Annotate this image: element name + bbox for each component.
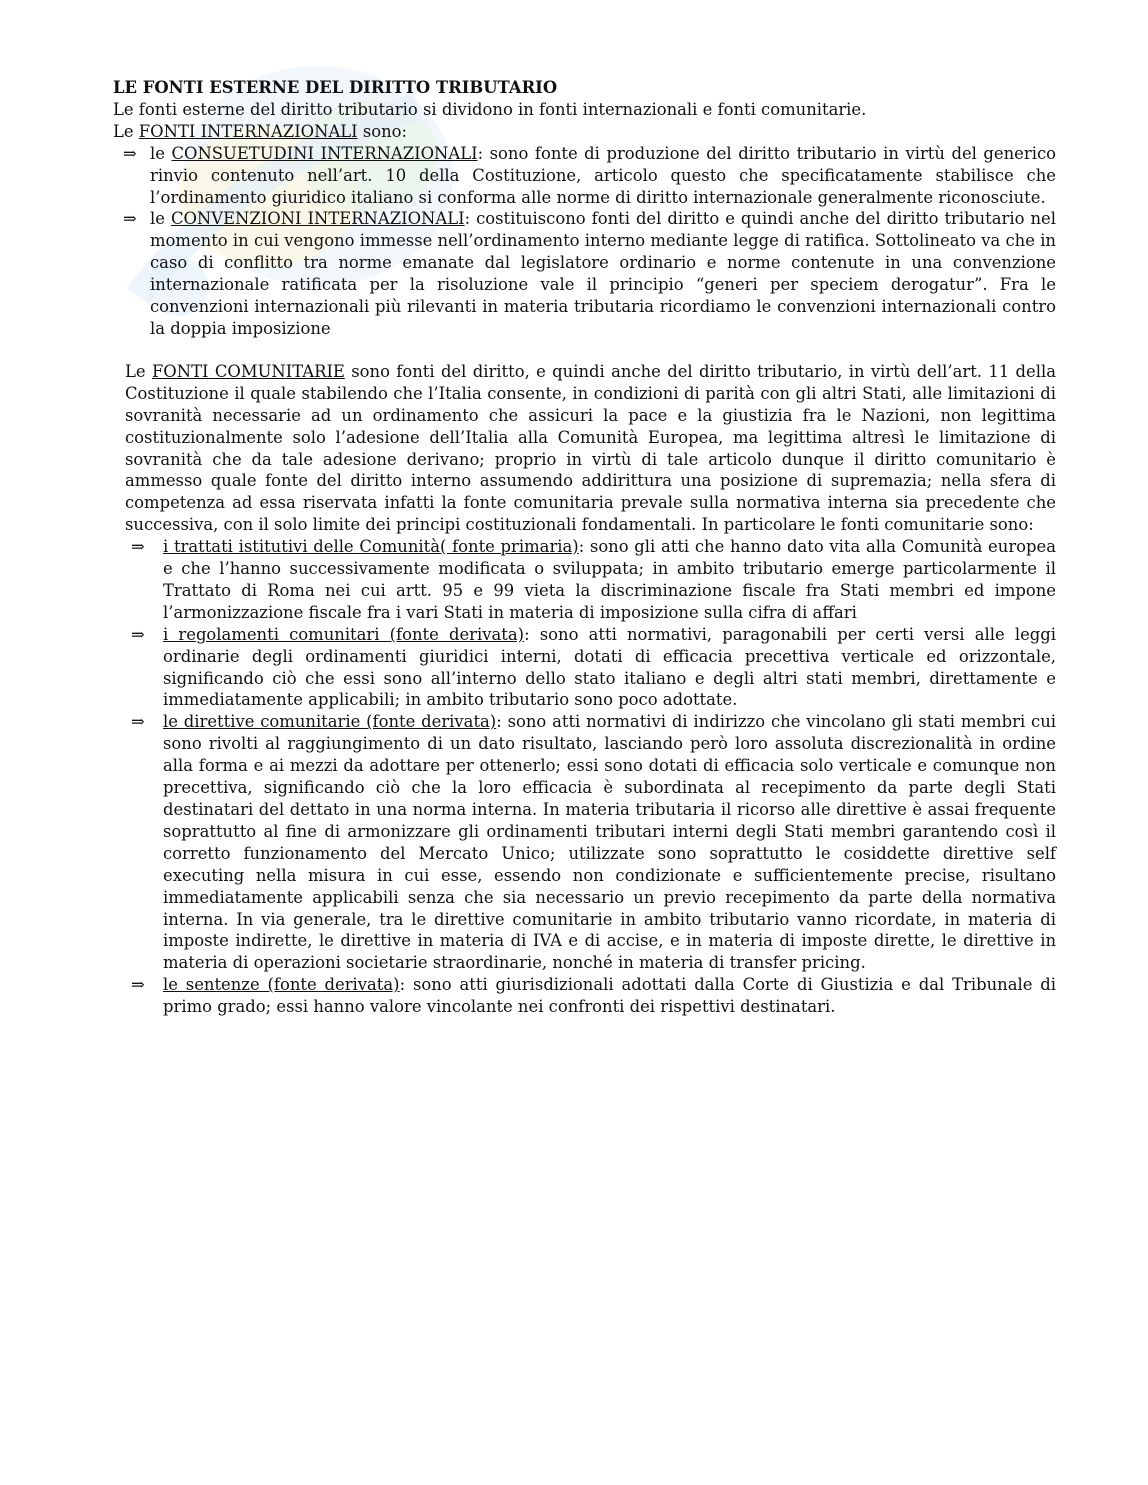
comm-paragraph (113, 361, 1056, 536)
list-item (113, 208, 1056, 339)
item-text: : sono atti normativi, paragonabili per certi versi alle leggi ordinarie degli ordinamenti giuridici interni, dotati di efficacia precettiva verticale ed orizzontale, significando ciò che essi sono all’interno dello stato italiano e degli altri stati membri, direttamente e immediatamente applicabili; in ambito tributario sono poco adottate. (163, 624, 1057, 710)
intl-lead-term: FONTI INTERNAZIONALI (138, 121, 358, 141)
item-term: i regolamenti comunitari (fonte derivata) (163, 624, 525, 644)
comm-text: sono fonti del diritto, e quindi anche del diritto tributario, in virtù dell’art. 11 della Costituzione il quale stabilendo che l’Italia consente, in condizioni di parità con gli altri Stati, alle limitazioni di sovranità necessarie ad un ordinamento che assicuri la pace e la giustizia fra le Nazioni, non legittima costituzionalmente solo l’adesione dell’Italia alla Comunità Europea, ma legittima altresì le limitazione di sovranità che da tale adesione derivano; proprio in virtù di tale articolo dunque il diritto comunitario è ammesso quale fonte del diritto interno assumendo addirittura una posizione di supremazia; nella sfera di competenza ad essa riservata infatti la fonte comunitaria prevale sulla normativa interna sia precedente che successiva, con il solo limite dei principi costituzionali fondamentali. In particolare le fonti comunitarie sono: (125, 361, 1056, 535)
intro-paragraph: Le fonti esterne del diritto tributario si dividono in fonti internazionali e fonti comunitarie. (113, 99, 867, 119)
arrow-right-icon: ⇒ (131, 712, 145, 732)
intl-lead-pre: Le (113, 121, 139, 141)
list-item (113, 624, 1056, 712)
comm-pre: Le (125, 361, 152, 381)
document-title: LE FONTI ESTERNE DEL DIRITTO TRIBUTARIO (113, 78, 558, 97)
arrow-right-icon: ⇒ (131, 537, 145, 557)
item-term: i trattati istitutivi delle Comunità( fonte primaria) (163, 537, 579, 557)
arrow-right-icon: ⇒ (131, 975, 145, 995)
item-term: CONVENZIONI INTERNAZIONALI (170, 209, 465, 229)
item-text: : sono gli atti che hanno dato vita alla Comunità europea e che l’hanno successivamente modificata o sviluppata; in ambito tributario emerge particolarmente il Trattato di Roma nei cui artt. 95 e 99 vieta la discriminazione fiscale fra Stati membri ed impone l’armonizzazione fiscale fra i vari Stati in materia di imposizione sulla cifra di affari (163, 537, 1056, 622)
list-item (113, 974, 1056, 1018)
list-item (113, 536, 1056, 624)
item-term: le sentenze (fonte derivata) (163, 975, 400, 995)
arrow-right-icon: ⇒ (131, 624, 145, 644)
list-item (113, 711, 1056, 974)
comm-term: FONTI COMUNITARIE (151, 361, 345, 381)
item-pre: le (150, 209, 171, 229)
list-item (113, 143, 1056, 209)
item-pre: le (150, 143, 172, 163)
item-text: : sono atti giurisdizionali adottati dalla Corte di Giustizia e dal Tribunale di primo grado; essi hanno valore vincolante nei confronti dei rispettivi destinatari. (163, 975, 1057, 1017)
arrow-right-icon: ⇒ (123, 209, 137, 229)
intl-lead (113, 121, 1056, 143)
intl-sources-list (113, 143, 1056, 340)
comm-sources-list (113, 536, 1056, 1018)
item-text: : costituiscono fonti del diritto e quindi anche del diritto tributario nel momento in cui vengono immesse nell’ordinamento interno mediante legge di ratifica. Sottolineato va che in caso di conflitto tra norme emanate dal legislatore ordinario e norme contenute in una convenzione internazionale ratificata per la risoluzione vale il principio “generi per speciem derogatur”. Fra le convenzioni internazionali più rilevanti in materia tributaria ricordiamo le convenzioni internazionali contro la doppia imposizione (150, 209, 1056, 338)
item-text: : sono atti normativi di indirizzo che vincolano gli stati membri cui sono rivolti al raggiungimento di un dato risultato, lasciando però loro assoluta discrezionalità in ordine alla forma e ai mezzi da adottare per ottenerlo; essi sono dotati di efficacia solo verticale e comunque non precettiva, significando ciò che la loro efficacia è subordinata al recepimento da parte degli Stati destinatari del dettato in una norma interna. In materia tributaria il ricorso alle direttive è assai frequente soprattutto al fine di armonizzare gli ordinamenti tributari interni degli Stati membri garantendo così il corretto funzionamento del Mercato Unico; utilizzate sono soprattutto le cosiddette direttive self executing nella misura in cui esse, essendo non condizionate e sufficientemente precise, risultano immediatamente applicabili senza che sia necessario un previo recepimento da parte della normativa interna. In via generale, tra le direttive comunitarie in ambito tributario vanno ricordate, in materia di imposte indirette, le direttive in materia di IVA e di accise, e in materia di imposte dirette, le direttive in materia di operazioni societarie straordinarie, nonché in materia di transfer pricing. (163, 712, 1057, 973)
item-term: le direttive comunitarie (fonte derivata) (163, 712, 497, 732)
arrow-right-icon: ⇒ (123, 143, 137, 163)
intl-lead-post: sono: (357, 121, 408, 141)
document-page (113, 77, 1056, 1018)
item-term: CONSUETUDINI INTERNAZIONALI (171, 143, 478, 163)
item-text: : sono fonte di produzione del diritto tributario in virtù del generico rinvio contenuto nell’art. 10 della Costituzione, articolo questo che specificatamente stabilisce che l’ordinamento giuridico italiano si conforma alle norme di diritto internazionale generalmente riconosciute. (150, 143, 1056, 207)
